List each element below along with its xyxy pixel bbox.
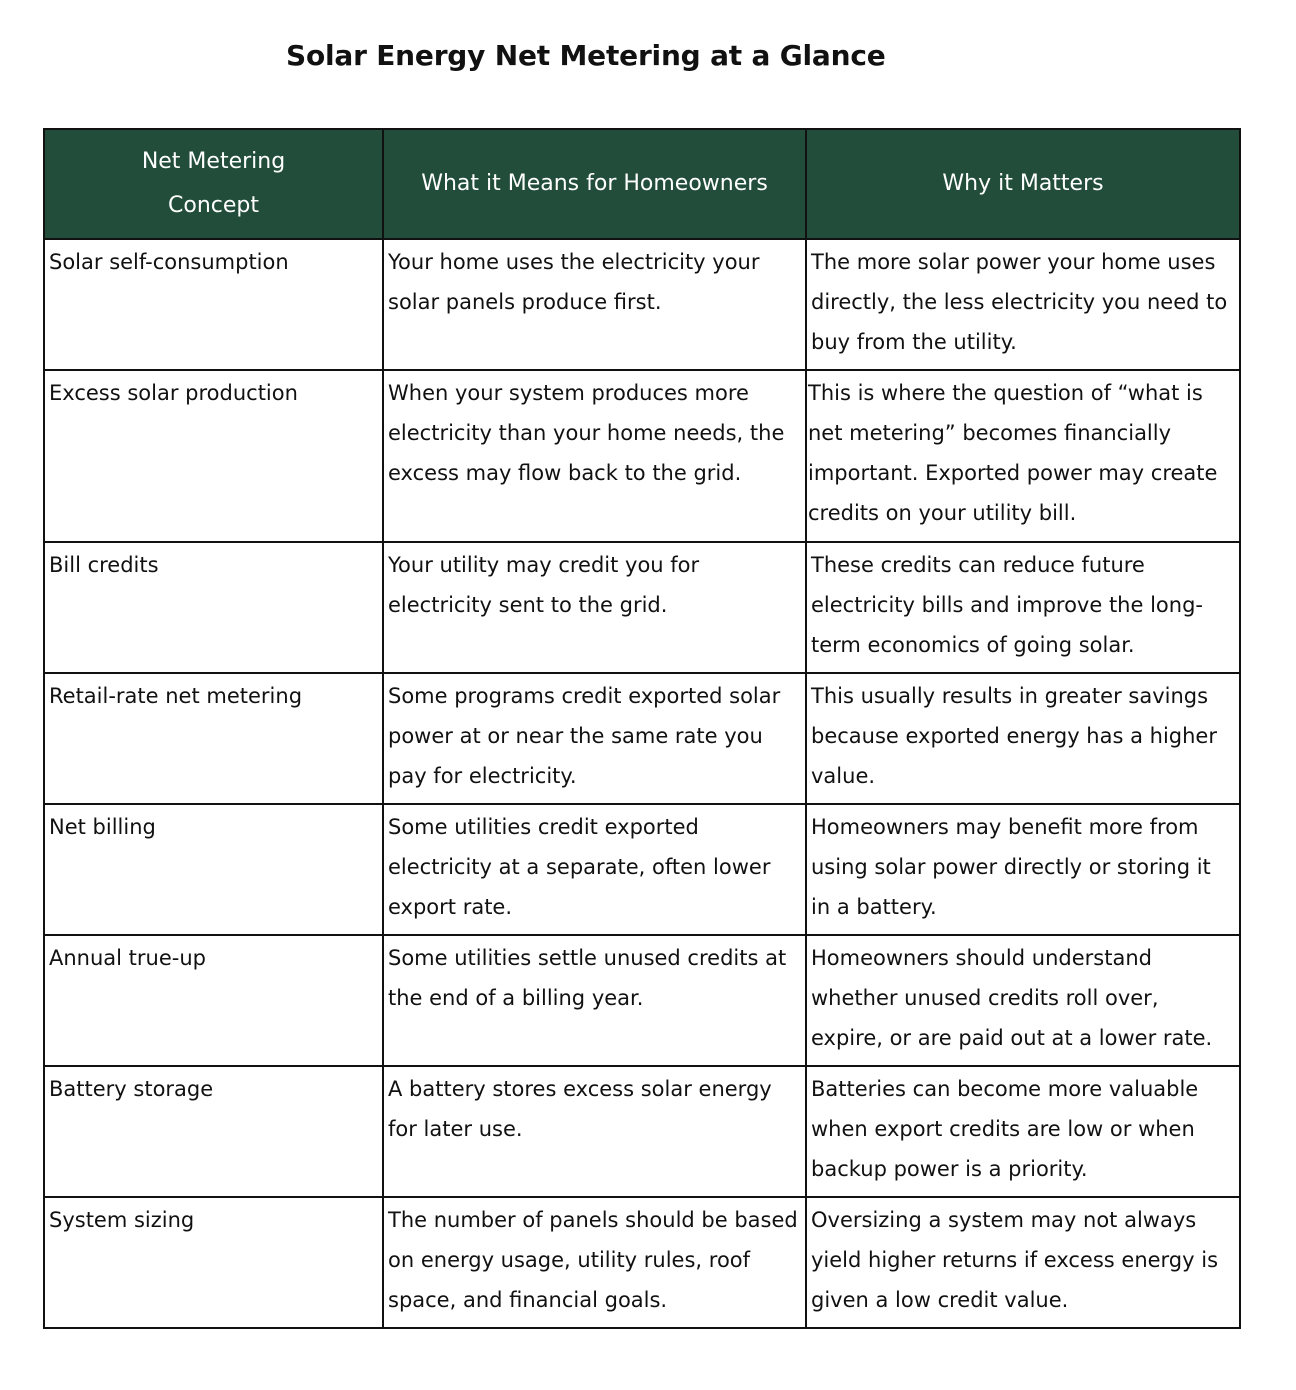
concept-cell: Retail-rate net metering (44, 673, 383, 804)
concept-cell: System sizing (44, 1197, 383, 1328)
concept-cell: Net billing (44, 804, 383, 935)
table-row (44, 673, 1240, 804)
page-title: Solar Energy Net Metering at a Glance (286, 39, 886, 72)
table-row (44, 804, 1240, 935)
meaning-cell: Some programs credit exported solar power at or near the same rate you pay for electricity. (383, 673, 806, 804)
why-cell: Oversizing a system may not always yield higher returns if excess energy is given a low credit value. (806, 1197, 1240, 1328)
why-cell: This is where the question of “what is net metering” becomes financially important. Exported power may create credits on your utility bill. (806, 370, 1240, 542)
why-cell: This usually results in greater savings because exported energy has a higher value. (806, 673, 1240, 804)
meaning-cell: Your home uses the electricity your solar panels produce first. (383, 239, 806, 370)
concept-cell: Battery storage (44, 1066, 383, 1197)
meaning-cell: Your utility may credit you for electricity sent to the grid. (383, 542, 806, 673)
header-why: Why it Matters (806, 129, 1240, 239)
concept-cell: Solar self-consumption (44, 239, 383, 370)
concept-cell: Excess solar production (44, 370, 383, 542)
net-metering-table (43, 128, 1241, 1329)
why-cell: Homeowners may benefit more from using solar power directly or storing it in a battery. (806, 804, 1240, 935)
concept-cell: Annual true-up (44, 935, 383, 1066)
why-cell: The more solar power your home uses directly, the less electricity you need to buy from the utility. (806, 239, 1240, 370)
table-row (44, 370, 1240, 542)
why-cell: Batteries can become more valuable when export credits are low or when backup power is a priority. (806, 1066, 1240, 1197)
concept-cell: Bill credits (44, 542, 383, 673)
table-row (44, 1066, 1240, 1197)
meaning-cell: When your system produces more electricity than your home needs, the excess may flow back to the grid. (383, 370, 806, 542)
meaning-cell: Some utilities settle unused credits at the end of a billing year. (383, 935, 806, 1066)
why-cell: Homeowners should understand whether unused credits roll over, expire, or are paid out at a lower rate. (806, 935, 1240, 1066)
table-row (44, 239, 1240, 370)
table-row (44, 542, 1240, 673)
meaning-cell: A battery stores excess solar energy for later use. (383, 1066, 806, 1197)
header-meaning: What it Means for Homeowners (383, 129, 806, 239)
table-header-row (44, 129, 1240, 239)
why-cell: These credits can reduce future electricity bills and improve the long-term economics of going solar. (806, 542, 1240, 673)
header-concept: Net Metering Concept (44, 129, 383, 239)
table-row (44, 1197, 1240, 1328)
meaning-cell: Some utilities credit exported electricity at a separate, often lower export rate. (383, 804, 806, 935)
table-row (44, 935, 1240, 1066)
meaning-cell: The number of panels should be based on energy usage, utility rules, roof space, and financial goals. (383, 1197, 806, 1328)
